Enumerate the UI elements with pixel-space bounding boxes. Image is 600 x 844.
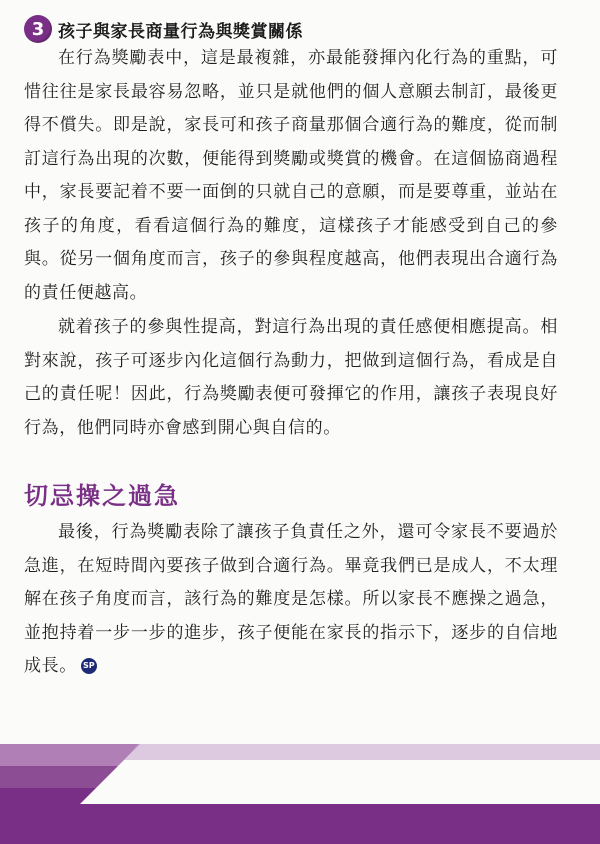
section-3-paragraph-1: 在行為獎勵表中，這是最複雜，亦最能發揮內化行為的重點，可惜往往是家長最容易忽略，並只是就他們的個人意願去制訂，最後更得不償失。即是說，家長可和孩子商量那個合適行為的難度，從而制訂這行為出現的次數，便能得到獎勵或獎賞的機會。在這個協商過程中，家長要記着不要一面倒的只就自己的意願，而是要尊重，並站在孩子的角度，看看這個行為的難度，這樣孩子才能感受到自己的參與。從另一個角度而言，孩子的參與程度越高，他們表現出合適行為的責任便越高。: [24, 48, 558, 303]
section-number-badge: 3: [24, 15, 52, 43]
footer-band-mid: [0, 766, 118, 788]
footer-band-upper-right: [124, 744, 600, 760]
section-3-paragraph-2: 就着孩子的參與性提高，對這行為出現的責任感便相應提高。相對來說，孩子可逐步內化這個行為動力，把做到這個行為，看成是自己的責任呢！因此，行為獎勵表便可發揮它的作用，讓孩子表現良好行為，他們同時亦會感到開心與自信的。: [24, 317, 558, 438]
section-3-title: 孩子與家長商量行為與獎賞關係: [58, 21, 303, 42]
footer-band-dark: [0, 788, 600, 844]
footer-band-light: [0, 744, 140, 766]
sp-end-logo: SP: [81, 658, 97, 674]
avoid-haste-title: 切忌操之過急: [24, 482, 180, 510]
avoid-haste-text: 最後，行為獎勵表除了讓孩子負責任之外，還可令家長不要過於急進，在短時間內要孩子做到合適行為。畢竟我們已是成人，不太理解在孩子角度而言，該行為的難度是怎樣。所以家長不應操之過急，並抱持着一步一步的進步，孩子便能在家長的指示下，逐步的自信地成長。: [24, 522, 558, 676]
